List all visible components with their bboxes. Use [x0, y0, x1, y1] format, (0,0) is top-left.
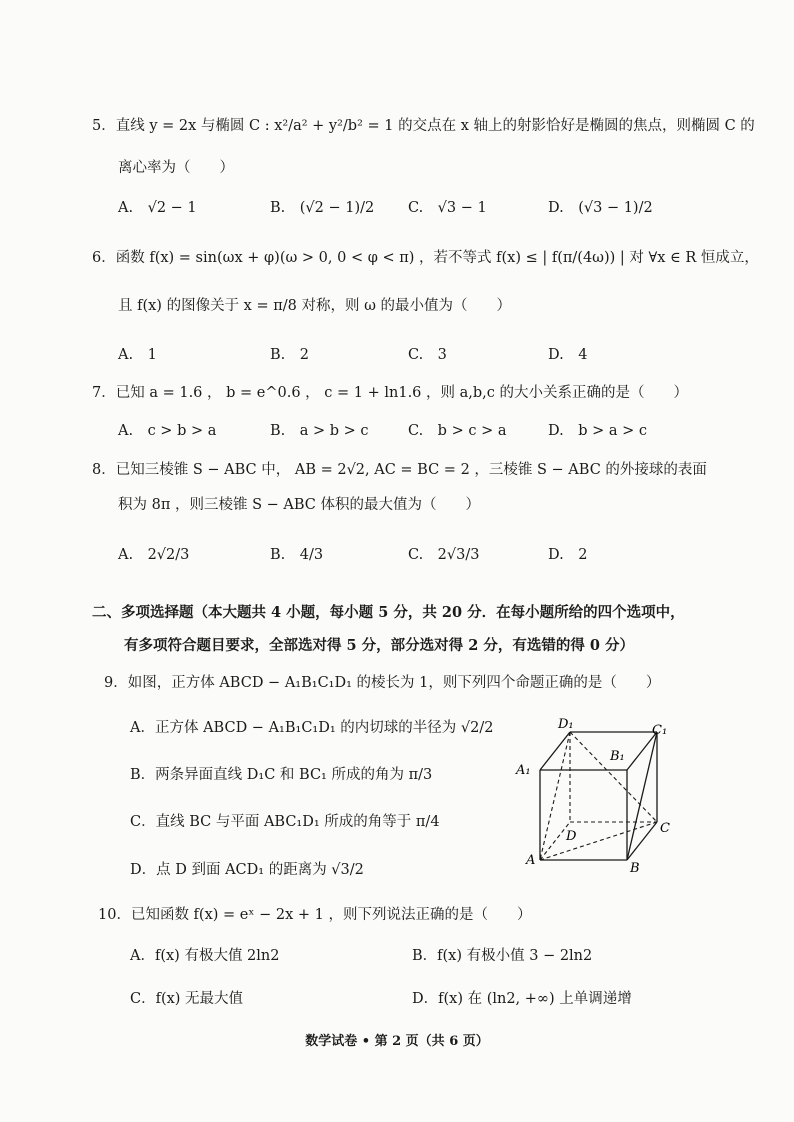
q8-stem-line2: 积为 8π ，则三棱锥 S − ABC 体积的最大值为（ ）: [118, 497, 480, 513]
q7-option-c: C. b > c > a: [408, 423, 507, 439]
label-a: A: [526, 853, 536, 868]
q8-stem-line1: 8．已知三棱锥 S − ABC 中， AB = 2√2, AC = BC = 2 ，三棱锥 S − ABC 的外接球的表面: [92, 462, 707, 478]
q10-option-a: A．f(x) 有极大值 2ln2: [130, 948, 280, 964]
label-d: D: [566, 829, 577, 844]
q7-option-a: A. c > b > a: [118, 423, 217, 439]
label-b1: B₁: [610, 749, 625, 764]
q6-option-b: B. 2: [270, 347, 309, 363]
q6-option-c: C. 3: [408, 347, 447, 363]
q10-stem: 10．已知函数 f(x) = eˣ − 2x + 1 ，则下列说法正确的是（ ）: [98, 907, 532, 923]
label-a1: A₁: [516, 763, 531, 778]
q10-option-b: B．f(x) 有极小值 3 − 2ln2: [412, 948, 593, 964]
q10-option-d: D．f(x) 在 (ln2, +∞) 上单调递增: [412, 991, 632, 1007]
q6-option-a: A. 1: [118, 347, 157, 363]
page-footer: 数学试卷 • 第 2 页（共 6 页）: [305, 1034, 489, 1049]
q8-option-d: D. 2: [548, 547, 588, 563]
q6-stem-line2: 且 f(x) 的图像关于 x = π/8 对称，则 ω 的最小值为（ ）: [118, 298, 512, 314]
label-c1: C₁: [652, 723, 668, 738]
q8-option-a: A. 2√2/3: [118, 547, 190, 563]
q9-option-a: A．正方体 ABCD − A₁B₁C₁D₁ 的内切球的半径为 √2/2: [130, 720, 494, 736]
q9-option-c: C．直线 BC 与平面 ABC₁D₁ 所成的角等于 π/4: [130, 814, 440, 830]
q9-option-b: B．两条异面直线 D₁C 和 BC₁ 所成的角为 π/3: [130, 767, 433, 783]
q5-stem-line2: 离心率为（ ）: [118, 160, 234, 176]
q10-option-c: C．f(x) 无最大值: [130, 991, 244, 1007]
section-2-heading: 二、多项选择题（本大题共 4 小题，每小题 5 分，共 20 分．在每小题所给的四个选项中，: [92, 604, 685, 621]
q7-stem: 7．已知 a = 1.6 ， b = e^0.6 ， c = 1 + ln1.6 ，则 a,b,c 的大小关系正确的是（ ）: [92, 385, 688, 401]
q5-option-c: C. √3 − 1: [408, 200, 487, 216]
label-c: C: [660, 821, 670, 836]
q7-option-b: B. a > b > c: [270, 423, 369, 439]
q5-option-b: B. (√2 − 1)/2: [270, 200, 375, 216]
q5-option-d: D. (√3 − 1)/2: [548, 200, 653, 216]
q8-option-c: C. 2√3/3: [408, 547, 480, 563]
q9-stem: 9．如图，正方体 ABCD − A₁B₁C₁D₁ 的棱长为 1，则下列四个命题正确的是（ ）: [104, 675, 661, 691]
q6-stem-line1: 6．函数 f(x) = sin(ωx + φ)(ω > 0, 0 < φ < π) ，若不等式 f(x) ≤ | f(π/(4ω)) | 对 ∀x ∈ R 恒成立，: [92, 250, 759, 266]
cube-figure: [512, 712, 682, 877]
q9-option-d: D．点 D 到面 ACD₁ 的距离为 √3/2: [130, 862, 364, 878]
q6-option-d: D. 4: [548, 347, 588, 363]
q5-stem-line1: 5．直线 y = 2x 与椭圆 C : x²/a² + y²/b² = 1 的交点在 x 轴上的射影恰好是椭圆的焦点，则椭圆 C 的: [92, 118, 755, 134]
q7-option-d: D. b > a > c: [548, 423, 648, 439]
label-d1: D₁: [558, 717, 574, 732]
q8-option-b: B. 4/3: [270, 547, 324, 563]
label-b: B: [630, 861, 640, 876]
section-2-instructions: 有多项符合题目要求，全部选对得 5 分，部分选对得 2 分，有选错的得 0 分）: [124, 637, 635, 654]
q5-option-a: A. √2 − 1: [118, 200, 197, 216]
